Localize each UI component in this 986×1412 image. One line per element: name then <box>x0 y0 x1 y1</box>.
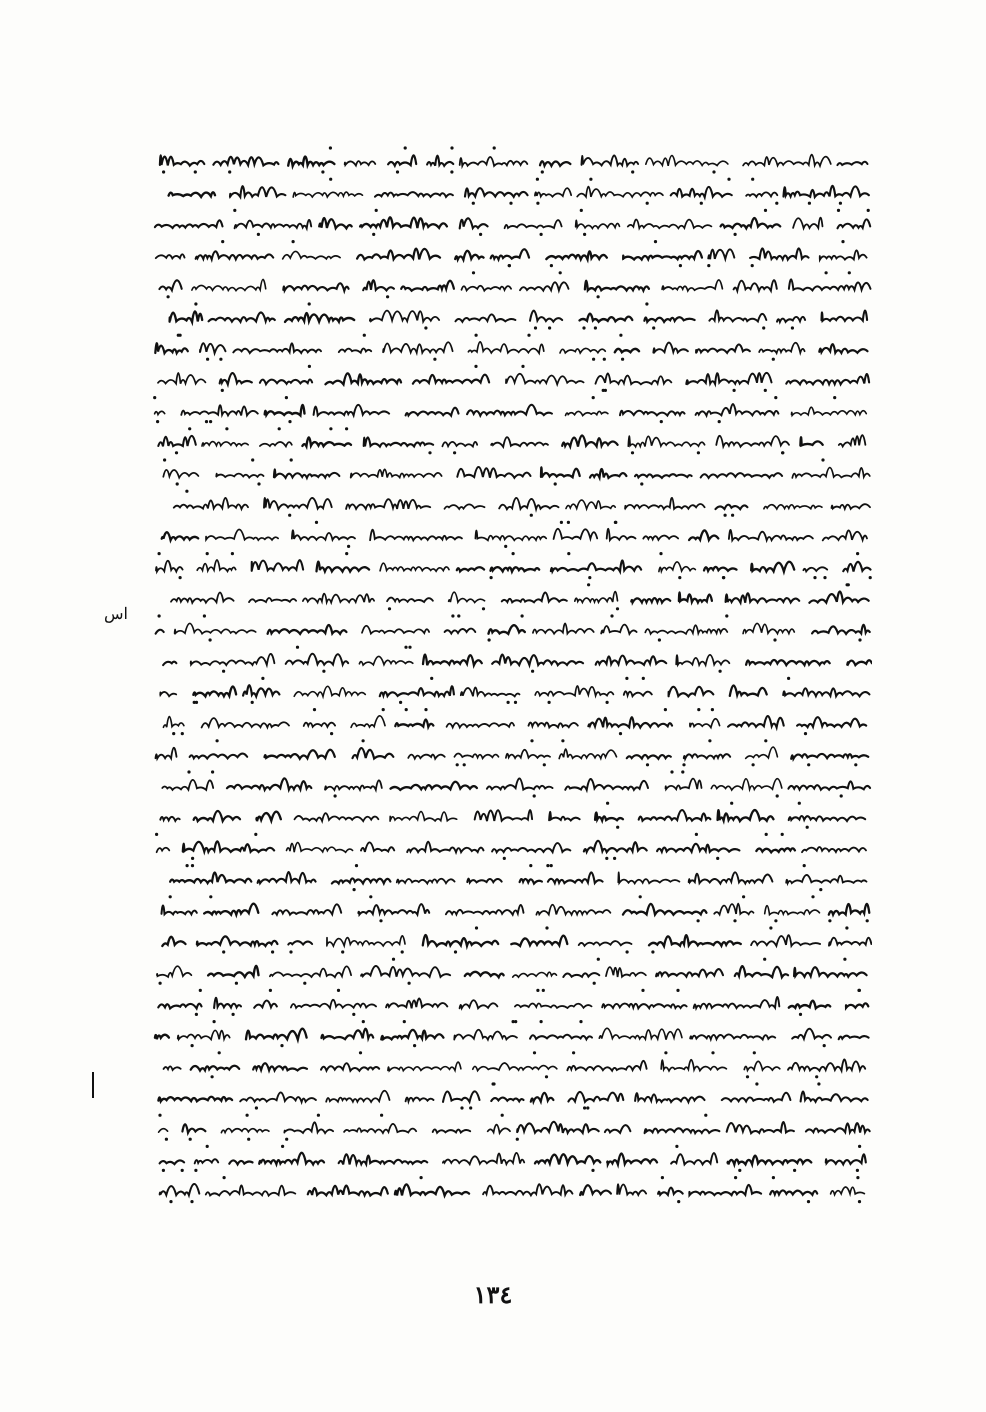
handwritten-text-block <box>150 140 872 1240</box>
manuscript-line <box>174 490 870 517</box>
manuscript-line <box>163 458 870 485</box>
manuscript-line <box>171 583 869 610</box>
manuscript-line <box>156 739 869 766</box>
manuscript-line <box>162 926 871 953</box>
handwriting-strokes <box>150 140 872 1240</box>
manuscript-line <box>156 614 870 641</box>
manuscript-line <box>170 864 866 891</box>
manuscript-line <box>162 895 870 922</box>
manuscript-line <box>155 833 866 860</box>
manuscript-line <box>160 802 865 829</box>
page-number: ١٣٤ <box>473 1280 513 1309</box>
manuscript-line <box>163 646 872 673</box>
manuscript-line <box>155 209 870 236</box>
manuscript-line <box>158 365 869 392</box>
manuscript-line <box>157 958 867 985</box>
manuscript-line <box>158 1114 869 1141</box>
manuscript-line <box>158 989 868 1016</box>
manuscript-line <box>160 1145 866 1172</box>
margin-note: اس <box>104 604 128 623</box>
manuscript-line <box>160 146 868 173</box>
manuscript-line <box>155 1020 869 1047</box>
manuscript-line <box>163 708 866 735</box>
manuscript-line <box>156 552 872 579</box>
manuscript-line <box>162 521 867 548</box>
manuscript-line <box>153 396 866 423</box>
manuscript-line <box>158 427 865 454</box>
manuscript-line <box>158 1082 867 1109</box>
manuscript-line <box>155 334 867 361</box>
manuscript-line <box>159 271 870 298</box>
manuscript-line <box>164 1051 866 1078</box>
manuscript-line <box>162 770 870 797</box>
manuscript-line <box>156 240 867 267</box>
margin-mark-left <box>92 1072 94 1098</box>
manuscript-line <box>160 1176 865 1203</box>
manuscript-line <box>169 178 869 205</box>
manuscript-line <box>170 302 868 329</box>
manuscript-line <box>160 677 869 704</box>
